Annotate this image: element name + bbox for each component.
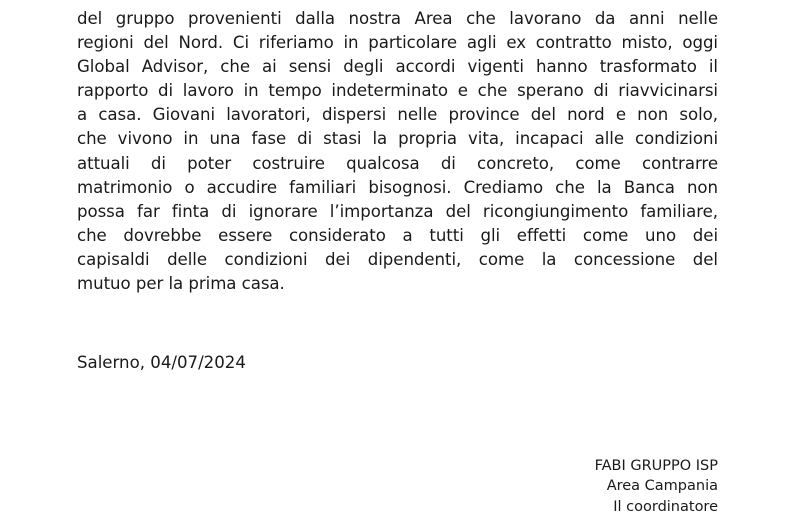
body-line: a casa. Giovani lavoratori, dispersi nelle province del nord e non solo,: [77, 105, 718, 125]
signature-block: [595, 456, 718, 517]
signature-role: Il coordinatore: [613, 498, 718, 515]
body-line-last: mutuo per la prima casa.: [77, 274, 285, 294]
signature-org: FABI GRUPPO ISP: [594, 458, 718, 474]
place-date: Salerno, 04/07/2024: [77, 353, 246, 372]
signature-area: Area Campania: [606, 478, 718, 495]
body-line: del gruppo provenienti dalla nostra Area che lavorano da anni nelle: [77, 9, 718, 28]
body-line: che dovrebbe essere considerato a tutti gli effetti come uno dei: [77, 225, 718, 245]
body-line: che vivono in una fase di stasi la propria vita, incapaci alle condizioni: [77, 129, 718, 149]
body-line: Global Advisor, che ai sensi degli accordi vigenti hanno trasformato il: [77, 57, 718, 77]
body-line: capisaldi delle condizioni dei dipendenti, come la concessione del: [77, 249, 718, 269]
body-line: possa far finta di ignorare l’importanza del ricongiungimento familiare,: [77, 201, 718, 221]
body-line: attuali di poter costruire qualcosa di concreto, come contrarre: [77, 153, 718, 173]
body-line: matrimonio o accudire familiari bisognosi. Crediamo che la Banca non: [77, 177, 718, 197]
body-line: regioni del Nord. Ci riferiamo in particolare agli ex contratto misto, oggi: [77, 33, 718, 53]
body-line: rapporto di lavoro in tempo indeterminato e che sperano di riavvicinarsi: [77, 81, 718, 101]
body-paragraph: [77, 7, 718, 296]
